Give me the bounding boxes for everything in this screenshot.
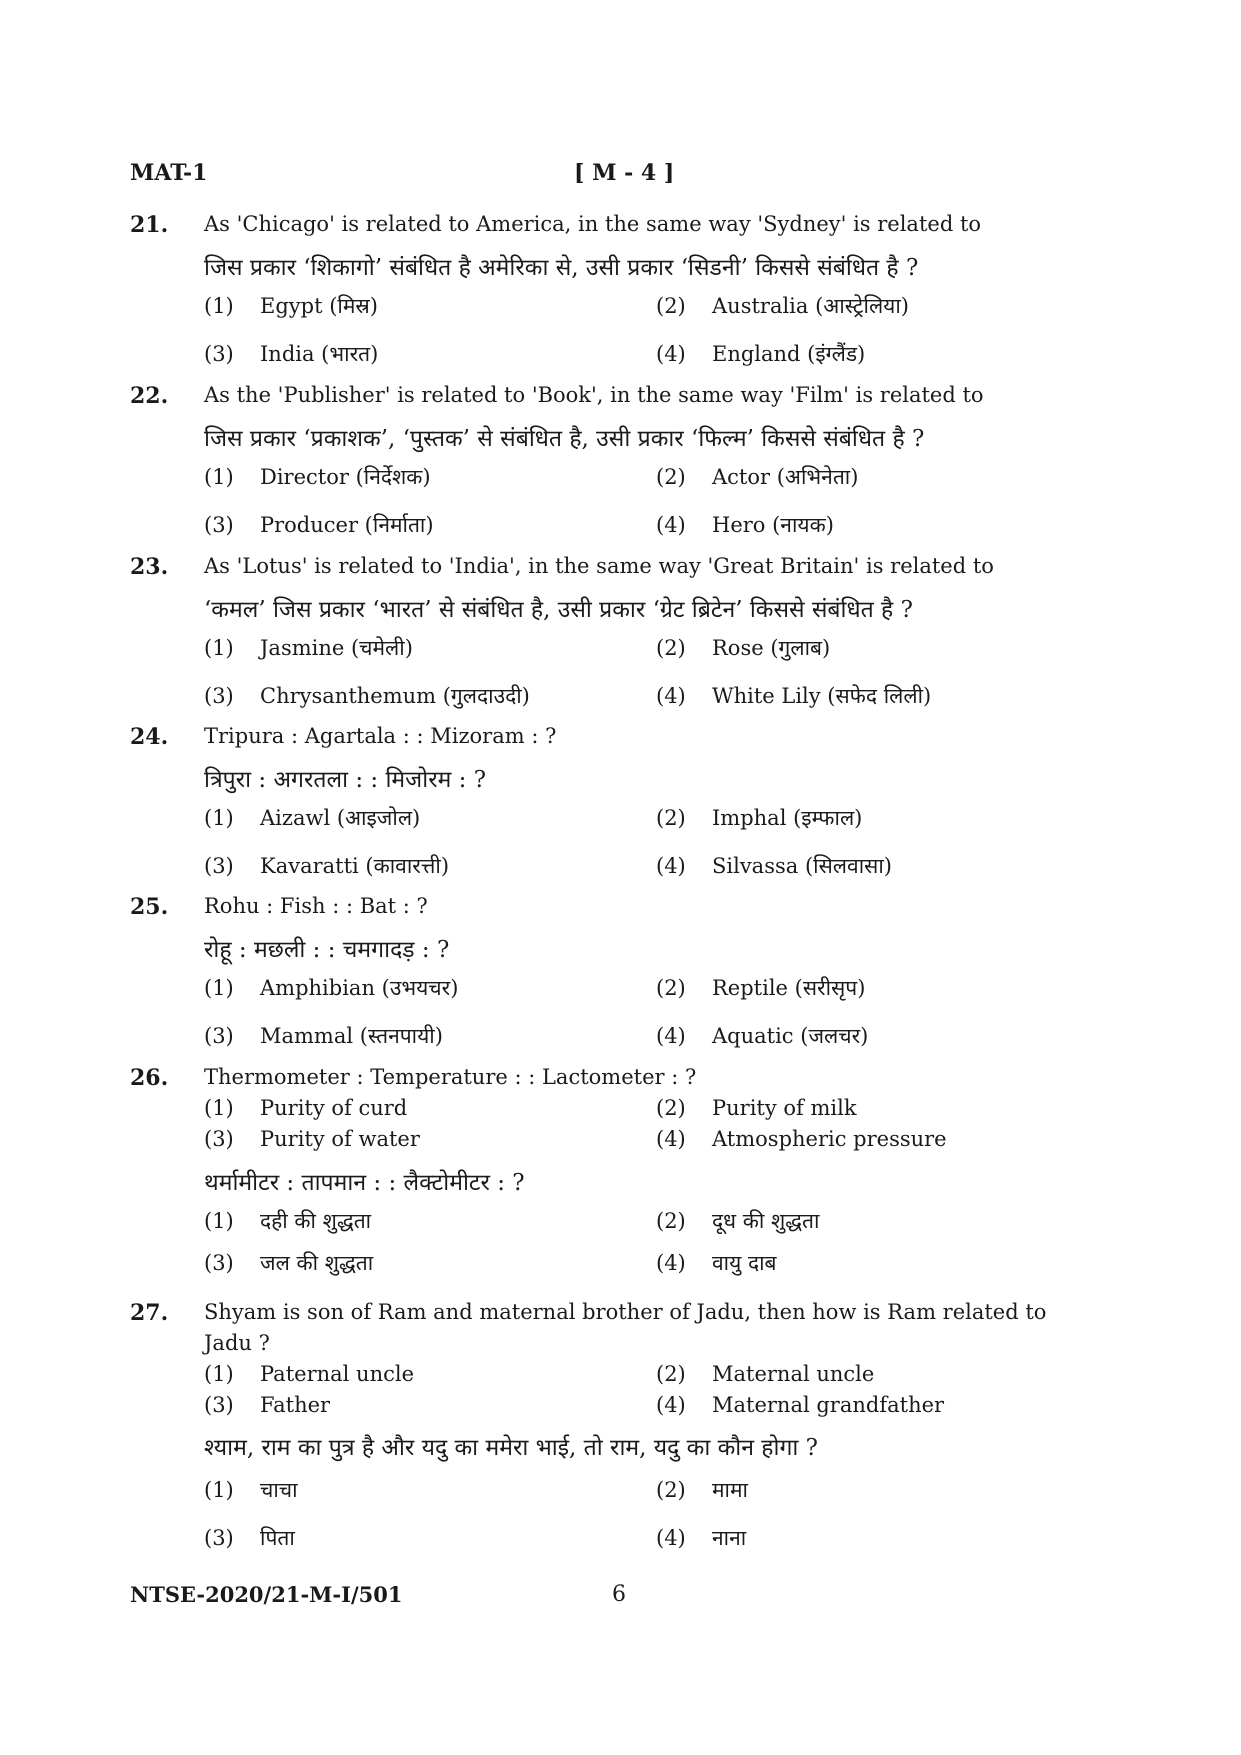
option-number: (1) [204, 1209, 234, 1233]
option-2 [656, 292, 909, 320]
option-number: (3) [204, 1127, 234, 1151]
header-page-label: [ M - 4 ] [574, 160, 675, 186]
option-1-hi [204, 1476, 298, 1504]
option-3-hi [204, 1524, 295, 1552]
option-text: Purity of curd [260, 1096, 408, 1120]
option-text: चाचा [260, 1478, 298, 1502]
option-text: Producer (निर्माता) [260, 513, 434, 537]
option-4 [656, 511, 834, 539]
option-number: (3) [204, 1024, 234, 1048]
option-number: (4) [656, 342, 686, 366]
option-number: (1) [204, 1478, 234, 1502]
option-2 [656, 804, 862, 832]
option-3 [204, 1022, 443, 1050]
option-number: (3) [204, 513, 234, 537]
option-1 [204, 292, 378, 320]
option-number: (3) [204, 1251, 234, 1275]
option-text: वायु दाब [712, 1251, 777, 1275]
question-text-en: As 'Lotus' is related to 'India', in the same way 'Great Britain' is related to [204, 554, 994, 578]
option-1-hi [204, 1207, 371, 1235]
option-number: (3) [204, 684, 234, 708]
question-text-en-cont: Jadu ? [204, 1331, 270, 1355]
option-1 [204, 974, 458, 1002]
option-number: (2) [656, 1478, 686, 1502]
option-text: Maternal uncle [712, 1362, 875, 1386]
option-number: (4) [656, 513, 686, 537]
option-3-hi [204, 1249, 373, 1277]
option-text: जल की शुद्धता [260, 1251, 374, 1275]
question-text-en: Shyam is son of Ram and maternal brother of Jadu, then how is Ram related to [204, 1300, 1047, 1324]
option-4 [656, 682, 931, 710]
question-number: 23. [130, 554, 169, 580]
option-number: (2) [656, 1209, 686, 1233]
option-text: Father [260, 1393, 331, 1417]
option-number: (3) [204, 1393, 234, 1417]
option-text: दूध की शुद्धता [712, 1209, 820, 1233]
option-1 [204, 634, 413, 662]
option-text: Mammal (स्तनपायी) [260, 1024, 443, 1048]
option-2 [656, 1096, 857, 1120]
option-text: Actor (अभिनेता) [712, 465, 859, 489]
option-text: Amphibian (उभयचर) [260, 976, 459, 1000]
question-number: 26. [130, 1065, 169, 1091]
option-number: (4) [656, 1251, 686, 1275]
option-number: (1) [204, 806, 234, 830]
option-4-hi [656, 1249, 777, 1277]
option-text: पिता [260, 1526, 295, 1550]
option-text: Imphal (इम्फाल) [712, 806, 863, 830]
option-2 [656, 634, 830, 662]
option-3 [204, 852, 449, 880]
option-text: Aquatic (जलचर) [712, 1024, 869, 1048]
option-text: Australia (आस्ट्रेलिया) [712, 294, 909, 318]
option-number: (1) [204, 636, 234, 660]
option-1 [204, 804, 420, 832]
option-text: Egypt (मिस्र) [260, 294, 378, 318]
option-text: England (इंग्लैंड) [712, 342, 866, 366]
option-number: (2) [656, 806, 686, 830]
option-number: (2) [656, 976, 686, 1000]
option-number: (1) [204, 1362, 234, 1386]
option-text: Chrysanthemum (गुलदाउदी) [260, 684, 530, 708]
option-text: मामा [712, 1478, 748, 1502]
question-text-hi: त्रिपुरा : अगरतला : : मिजोरम : ? [204, 767, 487, 793]
option-text: Purity of milk [712, 1096, 857, 1120]
option-number: (1) [204, 976, 234, 1000]
question-number: 25. [130, 894, 169, 920]
question-number: 22. [130, 383, 169, 409]
option-2-hi [656, 1476, 748, 1504]
footer-code: NTSE-2020/21-M-I/501 [130, 1582, 403, 1607]
question-text-hi: जिस प्रकार ‘प्रकाशक’, ‘पुस्तक’ से संबंधित है, उसी प्रकार ‘फिल्म’ किससे संबंधित है ? [204, 426, 925, 452]
question-text-hi: जिस प्रकार ‘शिकागो’ संबंधित है अमेरिका से, उसी प्रकार ‘सिडनी’ किससे संबंधित है ? [204, 255, 919, 281]
option-number: (4) [656, 684, 686, 708]
option-text: Silvassa (सिलवासा) [712, 854, 892, 878]
option-1 [204, 463, 431, 491]
option-text: Reptile (सरीसृप) [712, 976, 866, 1000]
option-number: (2) [656, 465, 686, 489]
option-number: (3) [204, 1526, 234, 1550]
option-3 [204, 682, 530, 710]
option-3 [204, 1393, 330, 1417]
option-4 [656, 852, 892, 880]
question-text-en: As the 'Publisher' is related to 'Book', in the same way 'Film' is related to [204, 383, 984, 407]
option-text: White Lily (सफेद लिली) [712, 684, 932, 708]
option-4 [656, 1022, 868, 1050]
option-text: Atmospheric pressure [712, 1127, 947, 1151]
option-number: (1) [204, 1096, 234, 1120]
option-text: India (भारत) [260, 342, 379, 366]
option-2-hi [656, 1207, 819, 1235]
option-number: (2) [656, 1362, 686, 1386]
option-number: (3) [204, 342, 234, 366]
option-text: Hero (नायक) [712, 513, 834, 537]
option-number: (2) [656, 294, 686, 318]
option-number: (4) [656, 1526, 686, 1550]
option-text: Rose (गुलाब) [712, 636, 831, 660]
option-number: (2) [656, 636, 686, 660]
option-number: (3) [204, 854, 234, 878]
option-2 [656, 463, 858, 491]
option-text: Maternal grandfather [712, 1393, 945, 1417]
option-text: Director (निर्देशक) [260, 465, 431, 489]
option-number: (4) [656, 1024, 686, 1048]
option-number: (1) [204, 465, 234, 489]
option-number: (1) [204, 294, 234, 318]
option-number: (2) [656, 1096, 686, 1120]
option-2 [656, 974, 865, 1002]
option-text: Kavaratti (कावारत्ती) [260, 854, 450, 878]
question-text-hi: श्याम, राम का पुत्र है और यदु का ममेरा भाई, तो राम, यदु का कौन होगा ? [204, 1435, 819, 1461]
question-text-en: Thermometer : Temperature : : Lactometer : ? [204, 1065, 697, 1089]
option-number: (4) [656, 1127, 686, 1151]
option-4-hi [656, 1524, 746, 1552]
option-number: (4) [656, 1393, 686, 1417]
question-number: 27. [130, 1300, 169, 1326]
option-3 [204, 1127, 420, 1151]
page-number: 6 [612, 1582, 626, 1607]
option-text: Paternal uncle [260, 1362, 415, 1386]
option-4 [656, 340, 865, 368]
option-1 [204, 1096, 407, 1120]
option-4 [656, 1393, 944, 1417]
option-3 [204, 340, 378, 368]
question-number: 21. [130, 212, 169, 238]
question-text-hi: ‘कमल’ जिस प्रकार ‘भारत’ से संबंधित है, उसी प्रकार ‘ग्रेट ब्रिटेन’ किससे संबंधित है ? [204, 597, 913, 623]
header-code: MAT-1 [130, 160, 208, 186]
option-text: दही की शुद्धता [260, 1209, 372, 1233]
option-number: (4) [656, 854, 686, 878]
option-text: Purity of water [260, 1127, 420, 1151]
question-text-en: Rohu : Fish : : Bat : ? [204, 894, 428, 918]
option-3 [204, 511, 434, 539]
option-text: Jasmine (चमेली) [260, 636, 413, 660]
option-2 [656, 1362, 874, 1386]
option-4 [656, 1127, 947, 1151]
option-text: नाना [712, 1526, 747, 1550]
option-text: Aizawl (आइजोल) [260, 806, 421, 830]
question-text-en: As 'Chicago' is related to America, in the same way 'Sydney' is related to [204, 212, 982, 236]
question-text-hi: रोहू : मछली : : चमगादड़ : ? [204, 937, 450, 963]
option-1 [204, 1362, 414, 1386]
question-number: 24. [130, 724, 169, 750]
question-text-hi: थर्मामीटर : तापमान : : लैक्टोमीटर : ? [204, 1170, 525, 1196]
question-text-en: Tripura : Agartala : : Mizoram : ? [204, 724, 557, 748]
